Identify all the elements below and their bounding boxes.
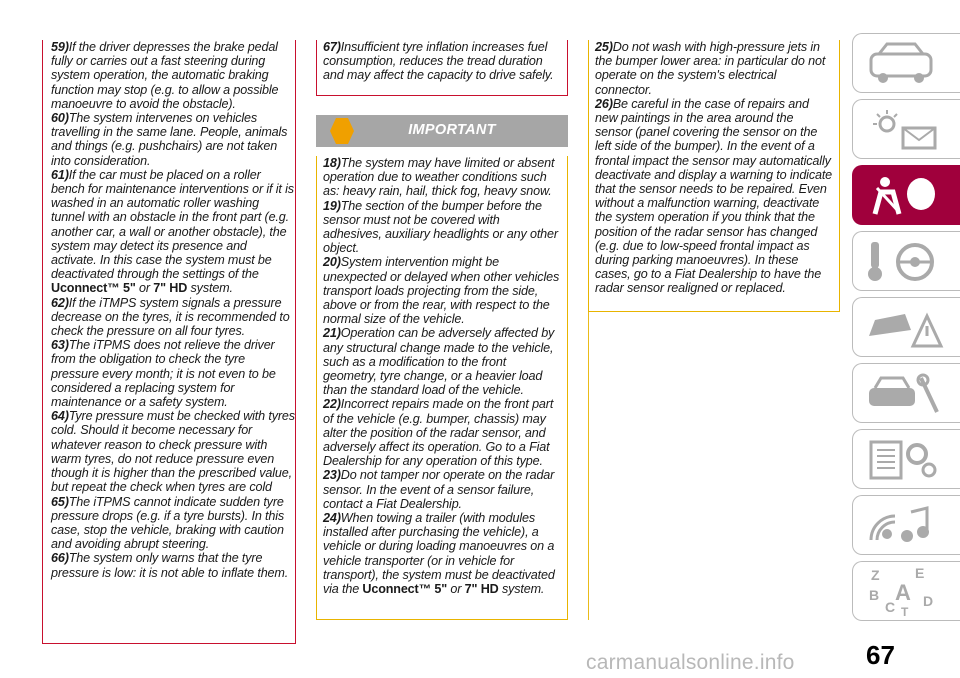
- note-number: 62): [51, 295, 69, 310]
- index-letter-t: T: [901, 605, 909, 616]
- note-number: 25): [595, 40, 613, 54]
- column-divider: [588, 312, 589, 620]
- accident-warning-icon: [865, 306, 945, 350]
- tab-car-overview[interactable]: [852, 33, 960, 93]
- tab-index[interactable]: [852, 561, 960, 621]
- tab-servicing[interactable]: [852, 363, 960, 423]
- tab-emergency[interactable]: [852, 297, 960, 357]
- note-number: 20): [323, 255, 341, 270]
- note-text: Tyre pressure must be checked with tyres cold. Should it become necessary for whatever reason to check pressure with warm tyres, do not reduce pressure even though it is higher than the prescribed value, but repeat the check when tyres are cold: [51, 409, 295, 495]
- tab-safety[interactable]: [852, 165, 960, 225]
- note-text: Incorrect repairs made on the front part of the vehicle (e.g. bumper, chassis) may alter the position of the radar sensor, and adversely affect its operation. Go to a Fiat Dealership for any operation of this type.: [323, 397, 554, 469]
- watermark: carmanualsonline.info: [586, 651, 795, 674]
- tab-multimedia[interactable]: [852, 495, 960, 555]
- note-text: system.: [187, 281, 233, 296]
- warning-notes-column: [42, 40, 296, 644]
- car-service-icon: [865, 372, 945, 416]
- note-number: 60): [51, 111, 69, 126]
- note-text: If the driver depresses the brake pedal fully or carries out a fast steering during system operation, the automatic braking function may stop (e.g. to allow a possible manoeuvre to avoid the obstacle).: [51, 40, 279, 111]
- note-text: Be careful in the case of repairs and new paintings in the area around the sensor (panel covering the sensor on the left side of the bumper). In the event of a frontal impact the sensor may automatically deactivate and display a warning to indicate that the sensor needs to be repaired. Even without a malfunction warning, deactivate the system operation if you think that the position of the radar sensor has changed (e.g. due to low-speed frontal impact as during parking manoeuvres). In these cases, go to a Fiat Dealership to have the radar sensor realigned or replaced.: [595, 96, 833, 296]
- note-number: 26): [595, 96, 613, 111]
- important-notes-continuation: [588, 40, 840, 312]
- car-icon: [865, 42, 945, 86]
- index-letter-e: E: [915, 566, 925, 581]
- note-text: The system only warns that the tyre pressure is low: it is not able to inflate them.: [51, 551, 289, 580]
- important-notes-column: [316, 156, 568, 620]
- note-number: 23): [323, 468, 341, 483]
- multimedia-icon: [865, 504, 945, 548]
- index-letters-icon: [865, 566, 945, 616]
- note-number: 66): [51, 551, 69, 566]
- tab-starting-driving[interactable]: [852, 231, 960, 291]
- note-number: 18): [323, 156, 341, 170]
- note-number: 59): [51, 40, 69, 54]
- note-number: 63): [51, 338, 69, 353]
- note-text: or: [135, 281, 154, 296]
- airbag-seatbelt-icon: [865, 174, 945, 218]
- tab-technical-data[interactable]: [852, 429, 960, 489]
- note-number: 19): [323, 198, 341, 213]
- important-header: [316, 115, 568, 147]
- index-letter-z: Z: [871, 567, 880, 583]
- note-number: 64): [51, 409, 69, 424]
- note-text: If the car must be placed on a roller bench for maintenance interventions or if it is washed in an automatic roller washing tunnel with an obstacle in the front part (e.g. another car, a wall or another obstacle), the system may detect its presence and activate. In this case the system must be deactivated through the settings of the: [51, 167, 294, 282]
- tab-warning-lights[interactable]: [852, 99, 960, 159]
- note-text: System intervention might be unexpected or delayed when other vehicles transport loads projecting from the side, above or from the rear, with respect to the normal size of the vehicle.: [323, 255, 560, 327]
- note-number: 22): [323, 397, 341, 412]
- warning-lights-icon: [865, 108, 945, 152]
- warning-notes-continuation: [316, 40, 568, 96]
- note-number: 24): [323, 511, 341, 526]
- note-text: The system may have limited or absent operation due to weather conditions such as: heavy rain, hail, thick fog, heavy snow.: [323, 156, 555, 199]
- note-text: Operation can be adversely affected by any structural change made to the vehicle, such as a modification to the front geometry, tyre change, or a heavier load than the standard load of the vehicle.: [323, 326, 555, 398]
- note-text: The section of the bumper before the sensor must not be covered with adhesives, auxiliary headlights or any other object.: [323, 198, 558, 256]
- note-text: Insufficient tyre inflation increases fuel consumption, reduces the tread duration and may affect the capacity to drive safely.: [323, 40, 554, 83]
- note-text: Do not tamper nor operate on the radar sensor. In the event of a sensor failure, contact a Fiat Dealership.: [323, 468, 555, 511]
- note-text: or: [447, 582, 465, 597]
- hd-label: 7" HD: [464, 582, 499, 597]
- note-text: system.: [498, 582, 545, 597]
- uconnect-label: Uconnect™ 5": [362, 582, 448, 597]
- note-text: If the iTMPS system signals a pressure decrease on the tyres, it is recommended to check the pressure on all four tyres.: [51, 295, 290, 339]
- key-steering-icon: [865, 240, 945, 284]
- note-number: 21): [323, 326, 341, 341]
- page-number: 67: [866, 640, 895, 670]
- note-text: The iTPMS does not relieve the driver from the obligation to check the tyre pressure every month; it is not even to be considered a replacing system for maintenance or a safety system.: [51, 338, 276, 410]
- note-text: Do not wash with high-pressure jets in the bumper lower area: in particular do not operate on the system's electrical connector.: [595, 40, 826, 97]
- uconnect-label: Uconnect™ 5": [51, 281, 136, 296]
- index-letter-a: A: [895, 580, 911, 605]
- note-text: The system intervenes on vehicles travelling in the same lane. People, animals and things (e.g. pushchairs) are not taken into consideration.: [51, 111, 288, 168]
- index-letter-b: B: [869, 587, 880, 603]
- index-letter-c: C: [885, 599, 896, 615]
- important-title: IMPORTANT: [408, 122, 496, 138]
- specs-gear-icon: [865, 438, 945, 482]
- note-text: When towing a trailer (with modules installed after purchasing the vehicle), a vehicle or during loading manoeuvres on a vehicle transporter (or in vehicle for transport), the system must be deactivated via the: [323, 511, 555, 597]
- note-number: 61): [51, 167, 69, 182]
- note-text: The iTPMS cannot indicate sudden tyre pressure drops (e.g. if a tyre bursts). In this case, stop the vehicle, braking with caution and avoiding abrupt steering.: [51, 494, 285, 552]
- note-number: 65): [51, 494, 69, 509]
- index-letter-d: D: [923, 593, 934, 609]
- note-number: 67): [323, 40, 341, 54]
- hd-label: 7" HD: [153, 281, 188, 296]
